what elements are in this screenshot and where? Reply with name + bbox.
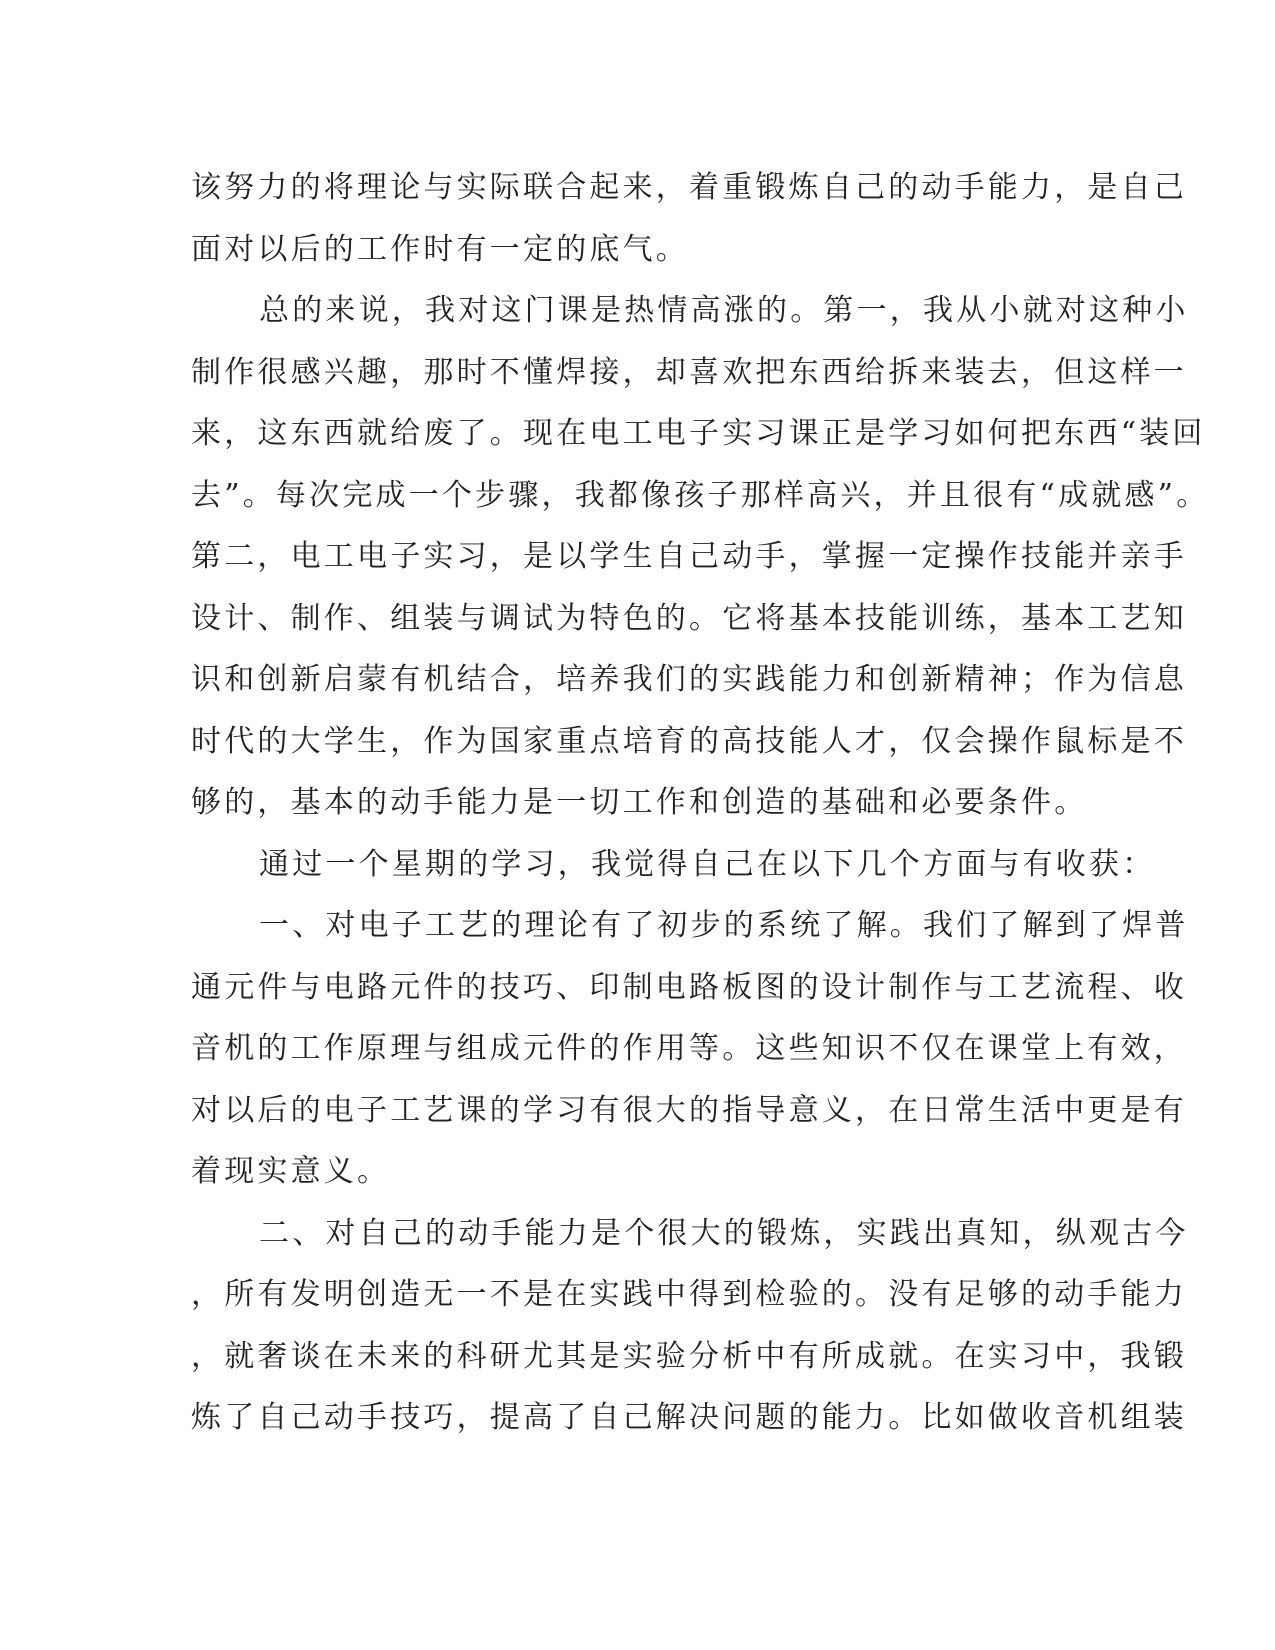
text-line: 二、对自己的动手能力是个很大的锻炼，实践出真知，纵观古今 [259, 1215, 1189, 1251]
text-line: 来，这东西就给废了。现在电工电子实习课正是学习如何把东西“装回 [191, 416, 1206, 451]
text-line: 通元件与电路元件的技巧、印制电路板图的设计制作与工艺流程、收 [191, 969, 1187, 1005]
text-line: 着现实意义。 [191, 1154, 391, 1189]
text-line: 炼了自己动手技巧，提高了自己解决问题的能力。比如做收音机组装 [191, 1400, 1187, 1435]
text-line: 面对以后的工作时有一定的底气。 [191, 231, 689, 267]
text-line: 时代的大学生，作为国家重点培育的高技能人才，仅会操作鼠标是不 [191, 723, 1187, 759]
text-line: 制作很感兴趣，那时不懂焊接，却喜欢把东西给拆来装去，但这样一 [191, 354, 1187, 390]
text-line: 识和创新启蒙有机结合，培养我们的实践能力和创新精神；作为信息 [191, 662, 1187, 697]
text-line: 该努力的将理论与实际联合起来，着重锻炼自己的动手能力，是自己 [191, 170, 1187, 205]
text-line: 总的来说，我对这门课是热情高涨的。第一，我从小就对这种小 [259, 293, 1189, 328]
text-line: 对以后的电子工艺课的学习有很大的指导意义，在日常生活中更是有 [191, 1092, 1187, 1128]
text-line: ，所有发明创造无一不是在实践中得到检验的。没有足够的动手能力 [191, 1277, 1187, 1312]
text-line: 去”。每次完成一个步骤，我都像孩子那样高兴，并且很有“成就感”。 [191, 477, 1210, 513]
text-line: ，就奢谈在未来的科研尤其是实验分析中有所成就。在实习中，我锻 [191, 1338, 1187, 1374]
text-line: 够的，基本的动手能力是一切工作和创造的基础和必要条件。 [191, 785, 1088, 820]
text-line: 音机的工作原理与组成元件的作用等。这些知识不仅在课堂上有效， [191, 1031, 1187, 1066]
text-line: 通过一个星期的学习，我觉得自己在以下几个方面与有收获： [259, 846, 1156, 882]
text-line: 第二，电工电子实习，是以学生自己动手，掌握一定操作技能并亲手 [191, 539, 1187, 574]
text-line: 设计、制作、组装与调试为特色的。它将基本技能训练，基本工艺知 [191, 600, 1187, 636]
document-body [191, 157, 1210, 1449]
text-line: 一、对电子工艺的理论有了初步的系统了解。我们了解到了焊普 [259, 908, 1189, 943]
